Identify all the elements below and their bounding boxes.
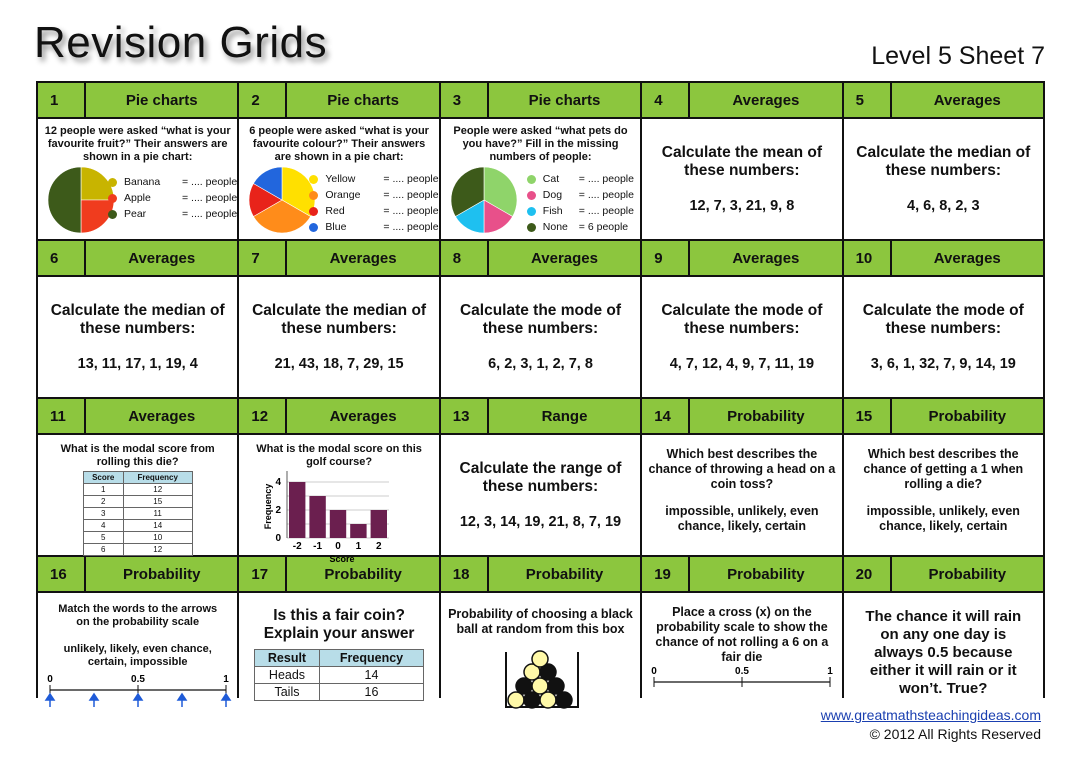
card-body-3 [441, 119, 640, 239]
page-title: Revision Grids [34, 18, 328, 67]
card-body-14 [642, 435, 841, 555]
arrow-up-icon [222, 694, 230, 700]
card-question: People were asked “what pets do you have?” Fill in the missing numbers of people: [453, 125, 628, 163]
card-topic: Averages [86, 241, 237, 275]
orange-dot-icon [309, 191, 318, 200]
legend-item: None = 6 people [527, 219, 634, 235]
card-topic: Range [489, 399, 640, 433]
card-question: Calculate the median of these numbers: [252, 302, 427, 337]
card-options: impossible, unlikely, even chance, likely, certain [866, 504, 1020, 533]
y-axis-label: Frequency [263, 483, 274, 530]
card-topic: Probability [86, 557, 237, 591]
legend-item: Dog = .... people [527, 187, 634, 203]
x-axis-label: Score [329, 554, 355, 564]
scale-label: 1 [827, 666, 833, 677]
card-question: 12 people were asked “what is your favourite fruit?” Their answers are shown in a pie chart: [44, 125, 231, 163]
card-header-6 [38, 241, 237, 275]
card-body-1 [38, 119, 237, 239]
x-tick-label: -2 [293, 541, 303, 552]
card-topic: Probability [892, 557, 1043, 591]
die-frequency-table: Score Frequency 1 12 2 15 3 11 4 14 5 10 6 12 [83, 471, 193, 556]
card-question: Calculate the median of these numbers: [856, 144, 1031, 179]
pie-legend [108, 174, 237, 222]
card-question: Calculate the mode of these numbers: [862, 302, 1024, 337]
cat-dot-icon [527, 175, 536, 184]
card-options: impossible, unlikely, even chance, likely, certain [665, 504, 819, 533]
card-question: Calculate the mean of these numbers: [661, 144, 822, 179]
card-question: What is the modal score on this golf course? [256, 443, 422, 468]
legend-item: Cat = .... people [527, 171, 634, 187]
card-question: Is this a fair coin? Explain your answer [263, 607, 415, 642]
card-body-9 [642, 277, 841, 397]
card-question: Calculate the range of these numbers: [459, 460, 622, 495]
card-number: 13 [441, 399, 489, 433]
card-numbers: 4, 7, 12, 4, 9, 7, 11, 19 [669, 356, 815, 372]
card-body-4 [642, 119, 841, 239]
card-number: 4 [642, 83, 690, 117]
card-number: 7 [239, 241, 287, 275]
legend-item: Pear = .... people [108, 206, 237, 222]
pie-slice-pear [48, 167, 81, 233]
probability-scale [642, 665, 842, 691]
scale-label: 1 [223, 674, 229, 685]
card-topic: Averages [489, 241, 640, 275]
card-header-11 [38, 399, 237, 433]
dog-dot-icon [527, 191, 536, 200]
blue-dot-icon [309, 223, 318, 232]
scale-label: 0.5 [131, 674, 145, 685]
bar-1 [351, 524, 367, 538]
card-topic: Probability [892, 399, 1043, 433]
card-number: 3 [441, 83, 489, 117]
card-body-17 [239, 593, 438, 712]
card-topic: Averages [892, 83, 1043, 117]
scale-label: 0 [47, 674, 53, 685]
y-tick-label: 0 [275, 533, 282, 544]
coin-frequency-table: Result Frequency Heads 14 Tails 16 [254, 649, 424, 701]
card-numbers: 21, 43, 18, 7, 29, 15 [274, 356, 404, 372]
card-header-14 [642, 399, 841, 433]
card-topic: Probability [690, 399, 841, 433]
card-numbers: 13, 11, 17, 1, 19, 4 [77, 356, 198, 372]
card-header-18 [441, 557, 640, 591]
fish-dot-icon [527, 207, 536, 216]
bar-0 [330, 510, 346, 538]
card-question: Which best describes the chance of throwing a head on a coin toss? [648, 447, 836, 491]
card-numbers: 12, 3, 14, 19, 21, 8, 7, 19 [459, 514, 622, 530]
x-tick-label: 0 [335, 541, 342, 552]
card-topic: Averages [892, 241, 1043, 275]
legend-item: Red = .... people [309, 203, 438, 219]
card-number: 6 [38, 241, 86, 275]
legend-item: Fish = .... people [527, 203, 634, 219]
copyright: © 2012 All Rights Reserved [869, 726, 1041, 742]
legend-item: Apple = .... people [108, 190, 237, 206]
golf-bar-chart [239, 465, 439, 564]
card-header-2 [239, 83, 438, 117]
legend-item: Orange = .... people [309, 187, 438, 203]
sheet-level: Level 5 Sheet 7 [871, 42, 1045, 70]
card-number: 15 [844, 399, 892, 433]
revision-grid [36, 81, 1045, 698]
card-header-19 [642, 557, 841, 591]
card-header-4 [642, 83, 841, 117]
pie-chart [46, 165, 116, 235]
card-topic: Probability [287, 557, 438, 591]
y-tick-label: 2 [275, 505, 282, 516]
card-header-12 [239, 399, 438, 433]
card-topic: Probability [690, 557, 841, 591]
card-topic: Averages [690, 241, 841, 275]
card-topic: Averages [287, 241, 438, 275]
card-options: unlikely, likely, even chance, certain, impossible [63, 643, 212, 668]
card-numbers: 12, 7, 3, 21, 9, 8 [689, 198, 795, 214]
card-header-1 [38, 83, 237, 117]
website-link[interactable]: www.greatmathsteachingideas.com [820, 707, 1041, 723]
bar--2 [289, 482, 305, 538]
card-header-8 [441, 241, 640, 275]
card-number: 11 [38, 399, 86, 433]
banana-dot-icon [108, 178, 117, 187]
card-question: Place a cross (x) on the probability scale to show the chance of not rolling a 6 on a fair die [655, 605, 829, 664]
card-number: 10 [844, 241, 892, 275]
scale-label: 0 [651, 666, 657, 677]
bar--1 [310, 496, 326, 538]
card-question: Match the words to the arrows on the probability scale [58, 603, 218, 628]
y-tick-label: 4 [275, 477, 282, 488]
card-number: 2 [239, 83, 287, 117]
card-body-20 [844, 593, 1043, 712]
card-body-18 [441, 593, 640, 712]
card-number: 8 [441, 241, 489, 275]
card-body-12 [239, 435, 438, 564]
card-number: 18 [441, 557, 489, 591]
card-body-8 [441, 277, 640, 397]
ball-box [441, 650, 641, 710]
card-question: Calculate the mode of these numbers: [459, 302, 622, 337]
card-question: The chance it will rain on any one day is always 0.5 because either it will rain or it won’t. True? [865, 607, 1022, 697]
card-topic: Averages [690, 83, 841, 117]
card-number: 14 [642, 399, 690, 433]
card-header-13 [441, 399, 640, 433]
x-tick-label: 1 [356, 541, 362, 552]
card-topic: Pie charts [287, 83, 438, 117]
card-body-11 [38, 435, 237, 555]
arrow-up-icon [46, 694, 54, 700]
card-question: 6 people were asked “what is your favourite colour?” Their answers are shown in a pie chart: [249, 125, 429, 163]
pear-dot-icon [108, 210, 117, 219]
card-header-16 [38, 557, 237, 591]
apple-dot-icon [108, 194, 117, 203]
card-question: Calculate the mode of these numbers: [661, 302, 823, 337]
card-header-9 [642, 241, 841, 275]
card-body-16 [38, 593, 237, 712]
card-number: 19 [642, 557, 690, 591]
card-numbers: 3, 6, 1, 32, 7, 9, 14, 19 [870, 356, 1016, 372]
legend-item: Blue = .... people [309, 219, 438, 235]
card-number: 16 [38, 557, 86, 591]
x-tick-label: -1 [313, 541, 323, 552]
card-number: 12 [239, 399, 287, 433]
pie-chart [247, 165, 317, 235]
arrow-up-icon [178, 694, 186, 700]
card-question: Probability of choosing a black ball at random from this box [448, 607, 633, 636]
white-ball [532, 651, 548, 667]
card-question: Calculate the median of these numbers: [50, 302, 225, 337]
arrow-up-icon [134, 694, 142, 700]
card-body-10 [844, 277, 1043, 397]
card-topic: Averages [86, 399, 237, 433]
none-dot-icon [527, 223, 536, 232]
yellow-dot-icon [309, 175, 318, 184]
card-numbers: 4, 6, 8, 2, 3 [907, 198, 980, 214]
card-numbers: 6, 2, 3, 1, 2, 7, 8 [488, 356, 593, 372]
bar-2 [371, 510, 387, 538]
card-topic: Averages [287, 399, 438, 433]
x-tick-label: 2 [376, 541, 382, 552]
card-body-5 [844, 119, 1043, 239]
card-header-15 [844, 399, 1043, 433]
card-header-20 [844, 557, 1043, 591]
card-topic: Pie charts [86, 83, 237, 117]
legend-item: Banana = .... people [108, 174, 237, 190]
card-topic: Probability [489, 557, 640, 591]
probability-scale [38, 673, 238, 709]
card-header-7 [239, 241, 438, 275]
card-body-19 [642, 593, 841, 712]
card-question: What is the modal score from rolling this die? [60, 443, 215, 468]
pie-chart [449, 165, 519, 235]
red-dot-icon [309, 207, 318, 216]
card-number: 17 [239, 557, 287, 591]
card-header-3 [441, 83, 640, 117]
arrow-up-icon [90, 694, 98, 700]
card-body-7 [239, 277, 438, 397]
card-header-10 [844, 241, 1043, 275]
pie-legend [527, 171, 634, 235]
legend-item: Yellow = .... people [309, 171, 438, 187]
card-body-13 [441, 435, 640, 555]
pie-legend [309, 171, 438, 235]
card-header-5 [844, 83, 1043, 117]
card-question: Which best describes the chance of getting a 1 when rolling a die? [863, 447, 1024, 491]
card-body-2 [239, 119, 438, 239]
card-number: 1 [38, 83, 86, 117]
card-number: 20 [844, 557, 892, 591]
scale-label: 0.5 [735, 666, 750, 677]
card-topic: Pie charts [489, 83, 640, 117]
card-number: 5 [844, 83, 892, 117]
card-body-6 [38, 277, 237, 397]
card-body-15 [844, 435, 1043, 555]
card-number: 9 [642, 241, 690, 275]
